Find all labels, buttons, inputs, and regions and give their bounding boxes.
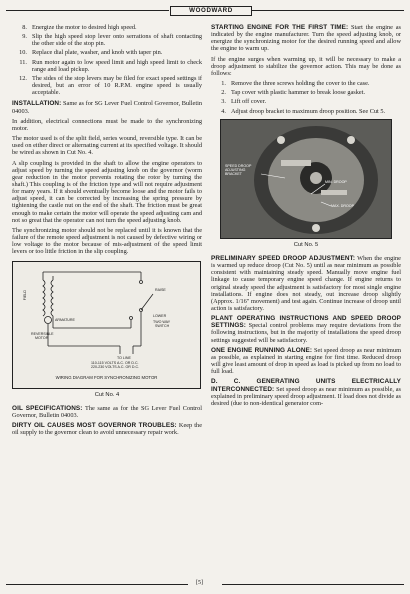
dc-units-text: Set speed droop as near minimum as possible, as explained in preliminary speed droop adjustment. If load does not divide as desired (due to non-identical generator com- [211,385,401,407]
cut-4-caption: Cut No. 4 [94,391,120,398]
step-text: Energize the motor to desired high speed. [32,24,137,31]
field-label: FIELD [23,289,27,300]
preliminary-text: When the engine is warmed up reduce droop (Cut No. 5) until as near minimum as possible consistent with maintaining steady speed. Manually move engine fuel linkage to cause temporary engine speed change. If engine returns to original steady speed the adjustment is satisfactory for most single engine installations. If engine does not steady, out increase droop slightly (Approx. 1/16" movement) and test again. Continue increase of droop until action is satisfactory. [211,254,401,312]
raise-label: RAISE [155,287,166,292]
step-number: 3. [221,98,226,106]
step-number: 4. [221,107,226,115]
to-line-label: TO LINE [117,355,131,360]
motor-label: MOTOR [35,335,49,340]
plant-text: Special control problems may require deviations from the following instructions, but in the majority of installations the speed droop settings suggested will be satisfactory. [211,322,401,344]
connections-paragraph: In addition, electrical connections must be made to the synchronizing motor. [12,117,202,132]
step-text: Adjust droop bracket to maximum droop position. See Cut 5. [231,107,386,115]
step-item [211,89,401,96]
step-number: 10. [19,49,27,57]
voltage-label-2: 220-230 VOLTS A.C. OR D.C. [91,364,140,369]
one-engine-text: Set speed droop as near minimum as possible, as explained in starting engine for first time. Reduced droop will give least amount of drop in speed as load is picked up from no load to full load. [211,346,401,376]
footer-rule-right [222,584,404,585]
diagram-title: WIRING DIAGRAM FOR SYNCHRONIZING MOTOR [55,374,158,380]
wiring-diagram [13,262,200,388]
installation-paragraph [12,100,202,114]
wiring-diagram-figure [12,261,201,389]
starting-paragraph [211,24,401,53]
header-rule-left [6,10,169,11]
step-number: 1. [221,80,226,88]
woodward-logo: WOODWARD [170,6,252,16]
starting-text: Start the engine as indicated by the engine manufacturer. Turn the speed adjusting knob, or energize the synchronizing motor for the desired running speed and allow the engine to warm up. [211,24,401,53]
dc-units-paragraph [211,378,401,407]
reversible-label: REVERSIBLE [31,331,54,336]
oil-spec-text: The same as for the SG Lever Fuel Control Governor, Bulletin 04003. [12,404,202,419]
step-text: Tap cover with plastic hammer to break loose gasket. [231,89,366,97]
left-column [12,24,202,439]
procedure-steps-continued [12,24,202,96]
header-rule-right [252,10,404,11]
preliminary-heading: PRELIMINARY SPEED DROOP ADJUSTMENT: [211,254,356,262]
oil-spec-paragraph [12,405,202,419]
step-text: Run motor again to low speed limit and high speed limit to check range and load pickup. [32,58,202,73]
step-item [211,108,401,115]
step-item [211,80,401,87]
page-header [6,6,404,15]
replacement-paragraph: The synchronizing motor should not be replaced until it is known that the failure of the remote speed adjustment is not caused by defective wiring or low voltage to the motor because of mis-adjustment of the speed limit levers or too little friction in the slip coupling. [12,226,202,256]
droop-bracket-label-2: ADJUSTING [225,167,246,172]
step-number: 2. [221,89,226,97]
page-number: [5] [196,580,203,586]
step-text: The sides of the stop levers may be filed for exact speed settings if desired, but an error of 10 R.P.M. engine speed is usually acceptable. [32,74,202,97]
step-number: 11. [19,58,27,66]
dc-units-heading: D. C. GENERATING UNITS ELECTRICALLY INTERCONNECTED: [211,378,401,393]
right-column [211,24,401,410]
step-number: 8. [22,24,27,31]
plant-heading: PLANT OPERATING INSTRUCTIONS AND SPEED DROOP SETTINGS: [211,315,401,330]
oil-spec-heading: OIL SPECIFICATIONS: [12,404,83,412]
step-item [12,33,202,47]
droop-steps [211,80,401,115]
voltage-label-1: 110-115 VOLTS A.C. OR D.C. [91,360,139,365]
surge-paragraph: If the engine surges when warming up, it will be necessary to make a droop adjustment to stabilize the governor action. This may be done as follows: [211,55,401,77]
step-number: 12. [19,74,27,82]
governor-illustration [221,120,391,238]
dirty-oil-paragraph [12,422,202,436]
one-engine-heading: ONE ENGINE RUNNING ALONE: [211,346,313,354]
footer-rule-left [6,584,188,585]
step-item [211,98,401,105]
page-footer [6,580,404,589]
lower-label: LOWER [153,313,167,318]
step-number: 9. [22,33,27,41]
droop-bracket-label-1: SPEED DROOP [225,163,252,168]
step-item [12,49,202,56]
installation-heading: INSTALLATION: [12,100,62,108]
cut-5-caption: Cut No. 5 [293,241,319,248]
switch-label: SWITCH [155,323,170,328]
preliminary-paragraph [211,255,401,312]
step-text: Slip the high speed stop lever onto serrations of shaft contacting the other side of the stop pin. [32,33,202,48]
two-way-label: TWO WAY [153,319,171,324]
dirty-oil-text: Keep the oil supply to the governor clean to avoid unnecessary repair work. [12,422,202,437]
droop-bracket-label-3: BRACKET [225,171,242,176]
armature-label: ARMATURE [55,317,75,322]
one-engine-paragraph [211,347,401,376]
step-text: Replace dial plate, washer, and knob with taper pin. [32,49,163,57]
governor-photo [220,119,392,239]
step-item [12,24,202,31]
plant-paragraph [211,315,401,344]
slip-coupling-paragraph: A slip coupling is provided in the shaft to allow the engine operators to adjust speed by turning the speed adjusting knob on the governor (worm gear reduction in the motor prevents rotating the rotor by turning the shaft.) This coupling is of the friction type and will not require adjustment for many years. If it should eventually become loose and the motor fails to adjust speed, it can be corrected by increasing the spring pressure by tightening the castle nut on the end of the shaft. The friction must be great enough to make certain the motor will operate the speed adjusting cam and not so great that the operator can not turn the speed adjusting knob. [12,159,202,224]
step-item [12,59,202,73]
dirty-oil-heading: DIRTY OIL CAUSES MOST GOVERNOR TROUBLES: [12,422,177,429]
starting-heading: STARTING ENGINE FOR THE FIRST TIME: [211,24,349,31]
max-droop-label: MAX. DROOP [331,203,354,208]
step-text: Remove the three screws holding the cover to the case. [231,80,370,88]
motor-paragraph: The motor used is of the split field, series wound, reversible type. It can be used on either direct or alternating current at its specified voltage. It should be wired as shown in Cut No. 4. [12,135,202,157]
step-text: Lift off cover. [231,98,267,106]
installation-text: Same as for SG Lever Fuel Control Governor, Bulletin 04003. [12,100,202,115]
step-item [12,75,202,96]
min-droop-label: MIN. DROOP [325,179,347,184]
